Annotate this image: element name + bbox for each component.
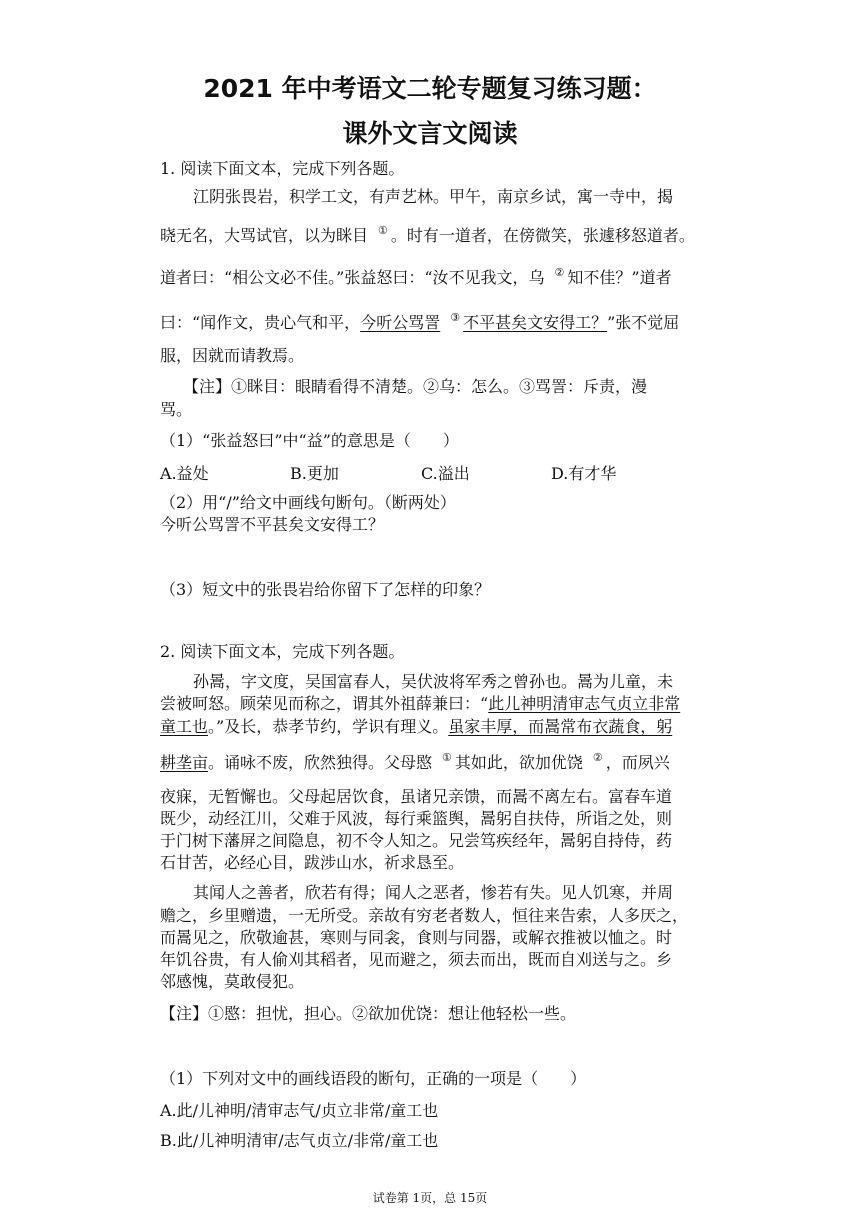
q2-passage-line: 邻感愧，莫敢侵犯。	[160, 972, 305, 991]
q2-passage-line: 其闻人之善者，欣若有得；闻人之恶者，惨若有失。见人饥寒，并周	[193, 883, 674, 902]
q1-option-c[interactable]: C.溢出	[421, 464, 470, 483]
q1-passage-line: 曰：“闻作文，贵心气和平，今听公骂詈 ③ 不平甚矣文安得工？”张不觉屈	[160, 311, 680, 332]
underlined-sentence: 此儿神明清审志气贞立非常	[488, 694, 681, 713]
underlined-sentence: 耕垄亩	[160, 753, 209, 772]
q1-passage-line: 道者曰：“相公文必不佳。”张益怒曰：“汝不见我文，乌 ② 知不佳？”道者	[160, 266, 672, 287]
page-footer: 试卷第 1页，总 15页	[372, 1191, 488, 1205]
q1-note: 骂。	[160, 400, 193, 419]
q1-note: 【注】①眯目：眼睛看得不清楚。②乌：怎么。③骂詈：斥责，漫	[183, 377, 648, 396]
q2-passage-line: 而暠见之，欣敬逾甚，寒则与同衾，食则与同器，或解衣推被以恤之。时	[160, 928, 673, 947]
footnote-marker: ①	[378, 224, 388, 237]
q1-passage-line: 晓无名，大骂试官，以为眯目 ① 。时有一道者，在傍微笑，张遽移怒道者。	[160, 224, 695, 245]
underlined-sentence: 今听公骂詈	[360, 313, 441, 332]
footnote-marker: ②	[554, 266, 565, 279]
q2-passage-line: 于门树下藩屏之间隐息，初不令人知之。兄尝笃疾经年，暠躬自持侍，药	[160, 831, 673, 850]
q2-option-b[interactable]: B.此/儿神明清审/志气贞立/非常/童工也	[160, 1131, 439, 1150]
underlined-sentence: 不平甚矣文安得工？	[463, 313, 608, 332]
q2-passage-line: 孙暠，字文度，吴国富春人，吴伏波将军秀之曾孙也。暠为儿童，未	[193, 672, 674, 691]
q2-passage-line: 既少，动经江川，父难于风波，每行乘篮舆，暠躬自扶侍，所诣之处，则	[160, 809, 673, 828]
q1-option-b[interactable]: B.更加	[290, 464, 339, 483]
q2-passage-line: 尝被呵怒。顾荣见而称之，谓其外祖薛兼曰：“此儿神明清审志气贞立非常	[160, 694, 681, 713]
q2-note: 【注】①愍：担忧，担心。②欲加优饶：想让他轻松一些。	[160, 1004, 577, 1023]
q2-heading: 2. 阅读下面文本，完成下列各题。	[160, 642, 405, 661]
q2-passage-line: 石甘苦，必经心目，跋涉山水，祈求恳至。	[160, 853, 465, 872]
q1-passage-line: 江阴张畏岩，积学工文，有声艺林。甲午，南京乡试，寓一寺中，揭	[193, 187, 674, 206]
q2-passage-line: 赡之，乡里赠遗，一无所受。亲故有穷老者数人，恒往来告索，人多厌之，	[160, 906, 689, 925]
q2-sub1-prompt: （1）下列对文中的画线语段的断句，正确的一项是（ ）	[160, 1069, 587, 1088]
q2-option-a[interactable]: A.此/儿神明/清审志气/贞立非常/童工也	[160, 1101, 439, 1120]
page-title: 2021 年中考语文二轮专题复习练习题：	[203, 74, 657, 103]
q1-option-d[interactable]: D.有才华	[551, 464, 617, 483]
q1-sub2-sentence: 今听公骂詈不平甚矣文安得工？	[160, 515, 385, 534]
q2-passage-line: 年饥谷贵，有人偷刈其稻者，见而避之，须去而出，既而自刈送与之。乡	[160, 950, 673, 969]
q2-passage-line: 夜寐，无暂懈也。父母起居饮食，虽诸兄亲馈，而暠不离左右。富春车道	[160, 787, 673, 806]
footnote-marker: ③	[450, 311, 461, 324]
q1-sub3-prompt: （3）短文中的张畏岩给你留下了怎样的印象？	[160, 580, 491, 599]
q1-passage-line: 服，因就而请教焉。	[160, 346, 305, 365]
q1-sub1-prompt: （1）“张益怒曰”中“益”的意思是（ ）	[160, 431, 459, 450]
q1-heading: 1. 阅读下面文本，完成下列各题。	[160, 159, 405, 178]
q1-sub2-prompt: （2）用“/”给文中画线句断句。（断两处）	[160, 493, 456, 512]
q2-passage-line: 耕垄亩。诵咏不废，欣然独得。父母愍 ① 其如此，欲加优饶 ② ，而夙兴	[160, 751, 670, 772]
footnote-marker: ②	[592, 751, 603, 764]
q2-passage-line: 童工也。”及长，恭孝节约，学识有理义。虽家丰厚，而暠常布衣蔬食，躬	[160, 717, 673, 736]
q1-option-a[interactable]: A.益处	[160, 464, 209, 483]
underlined-sentence: 虽家丰厚，而暠常布衣蔬食，躬	[448, 717, 673, 736]
page-subtitle: 课外文言文阅读	[342, 119, 518, 148]
footnote-marker: ①	[442, 751, 452, 764]
underlined-sentence: 童工也	[160, 717, 209, 736]
